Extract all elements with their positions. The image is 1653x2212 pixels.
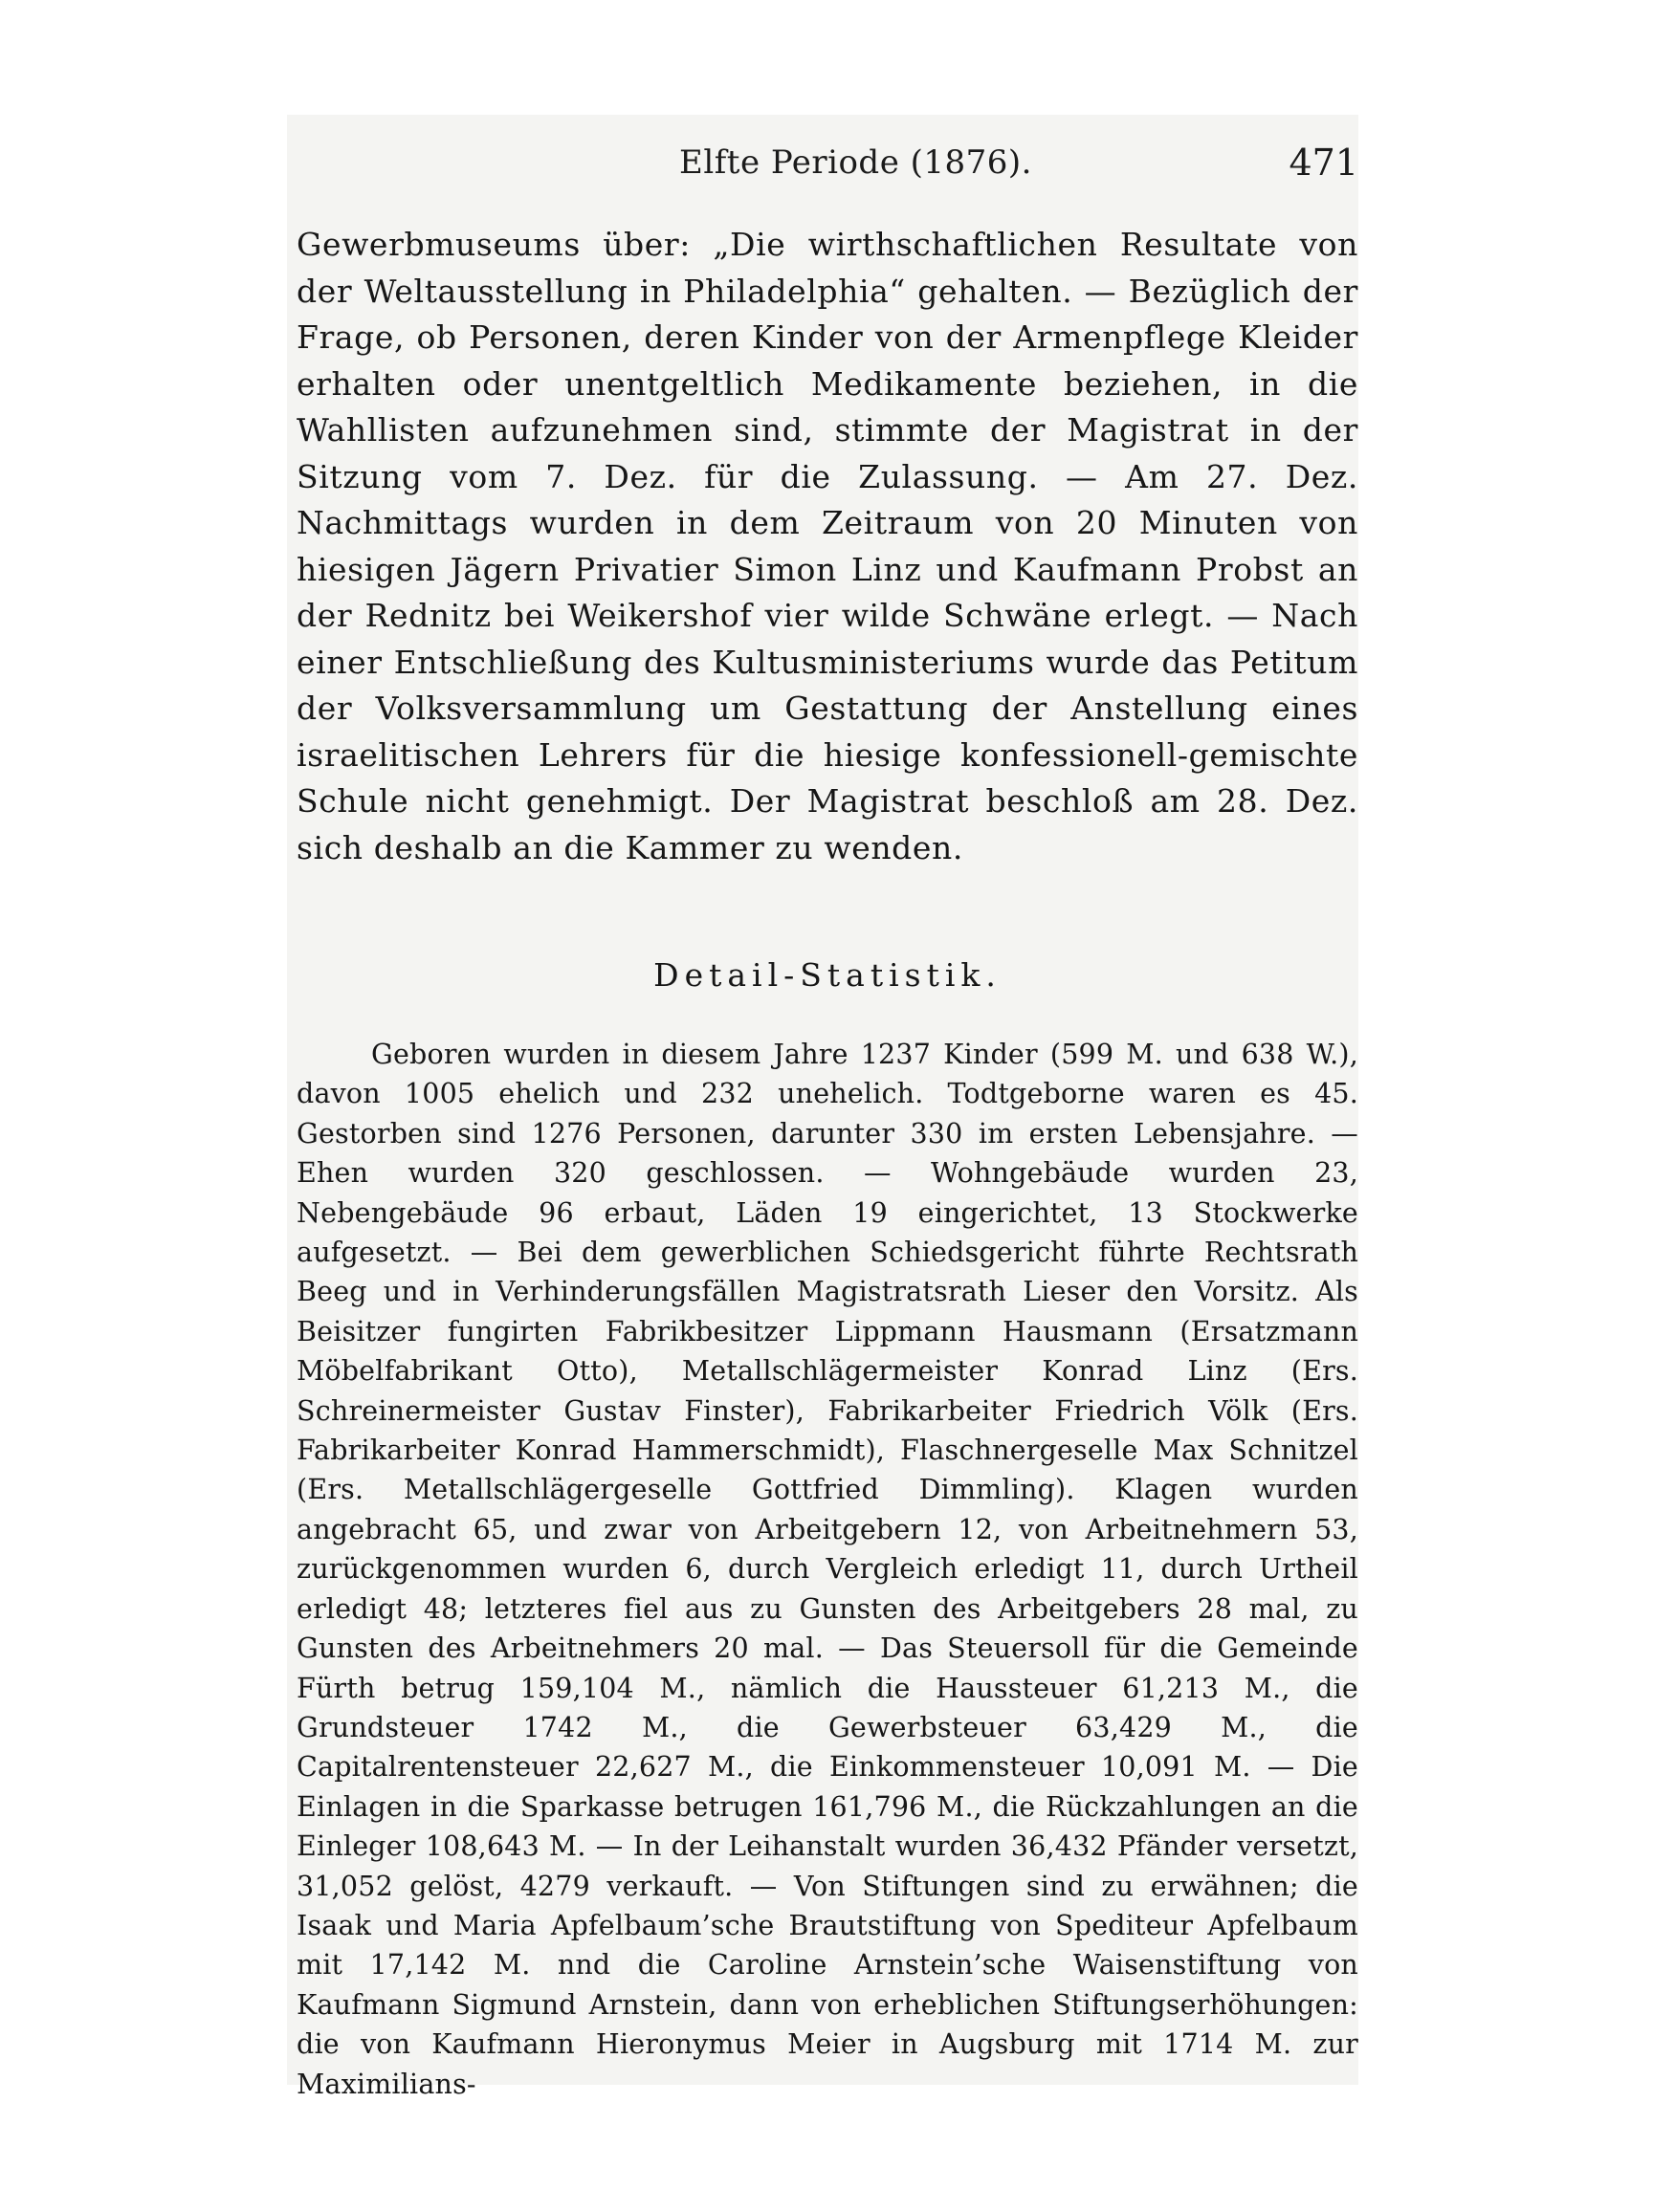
paragraph-first: Gewerbmuseums über: „Die wirthschaftlichen Resultate von der Weltausstellung in Philadelphia“ gehalten. — Bezüglich der Frage, ob Personen, deren Kinder von der Armenpflege Kleider erhalten oder unentgeltlich Medikamente beziehen, in die Wahllisten aufzunehmen sind, stimmte der Magistrat in der Sitzung vom 7. Dez. für die Zulassung. — Am 27. Dez. Nachmittags wurden in dem Zeitraum von 20 Minuten von hiesigen Jägern Privatier Simon Linz und Kaufmann Probst an der Rednitz bei Weikershof vier wilde Schwäne erlegt. — Nach einer Entschließung des Kultusministeriums wurde das Petitum der Volksversammlung um Gestattung der Anstellung eines israelitischen Lehrers für die hiesige konfessionell-gemischte Schule nicht genehmigt. Der Magistrat beschloß am 28. Dez. sich deshalb an die Kammer zu wenden. [297, 226, 1358, 866]
page-number: 471 [1289, 142, 1358, 184]
paragraph-second: Geboren wurden in diesem Jahre 1237 Kinder (599 M. und 638 W.), davon 1005 ehelich und 232 unehelich. Todtgeborne waren es 45. Gestorben sind 1276 Personen, darunter 330 im ersten Lebensjahre. — Ehen wurden 320 geschlossen. — Wohngebäude wurden 23, Nebengebäude 96 erbaut, Läden 19 eingerichtet, 13 Stockwerke aufgesetzt. — Bei dem gewerblichen Schiedsgericht führte Rechtsrath Beeg und in Verhinderungsfällen Magistratsrath Lieser den Vorsitz. Als Beisitzer fungirten Fabrikbesitzer Lippmann Hausmann (Ersatzmann Möbelfabrikant Otto), Metallschlägermeister Konrad Linz (Ers. Schreinermeister Gustav Finster), Fabrikarbeiter Friedrich Völk (Ers. Fabrikarbeiter Konrad Hammerschmidt), Flaschnergeselle Max Schnitzel (Ers. Metallschlägergeselle Gottfried Dimmling). Klagen wurden angebracht 65, und zwar von Arbeitgebern 12, von Arbeitnehmern 53, zurückgenommen wurden 6, durch Vergleich erledigt 11, durch Urtheil erledigt 48; letzteres fiel aus zu Gunsten des Arbeitgebers 28 mal, zu Gunsten des Arbeitnehmers 20 mal. — Das Steuersoll für die Gemeinde Fürth betrug 159,104 M., nämlich die Haussteuer 61,213 M., die Grundsteuer 1742 M., die Gewerbsteuer 63,429 M., die Capitalrentensteuer 22,627 M., die Einkommensteuer 10,091 M. — Die Einlagen in die Sparkasse betrugen 161,796 M., die Rückzahlungen an die Einleger 108,643 M. — In der Leihanstalt wurden 36,432 Pfänder versetzt, 31,052 gelöst, 4279 verkauft. — Von Stiftungen sind zu erwähnen; die Isaak und Maria Apfelbaum’sche Brautstiftung von Spediteur Apfelbaum mit 17,142 M. nnd die Caroline Arnstein’sche Waisenstiftung von Kaufmann Sigmund Arnstein, dann von erheblichen Stiftungserhöhungen: die von Kaufmann Hieronymus Meier in Augsburg mit 1714 M. zur Maximilians- [297, 1039, 1358, 2100]
running-title: Elfte Periode (1876). [679, 143, 1032, 182]
running-head [297, 143, 1358, 191]
section-heading: Detail-Statistik. [653, 956, 1002, 994]
